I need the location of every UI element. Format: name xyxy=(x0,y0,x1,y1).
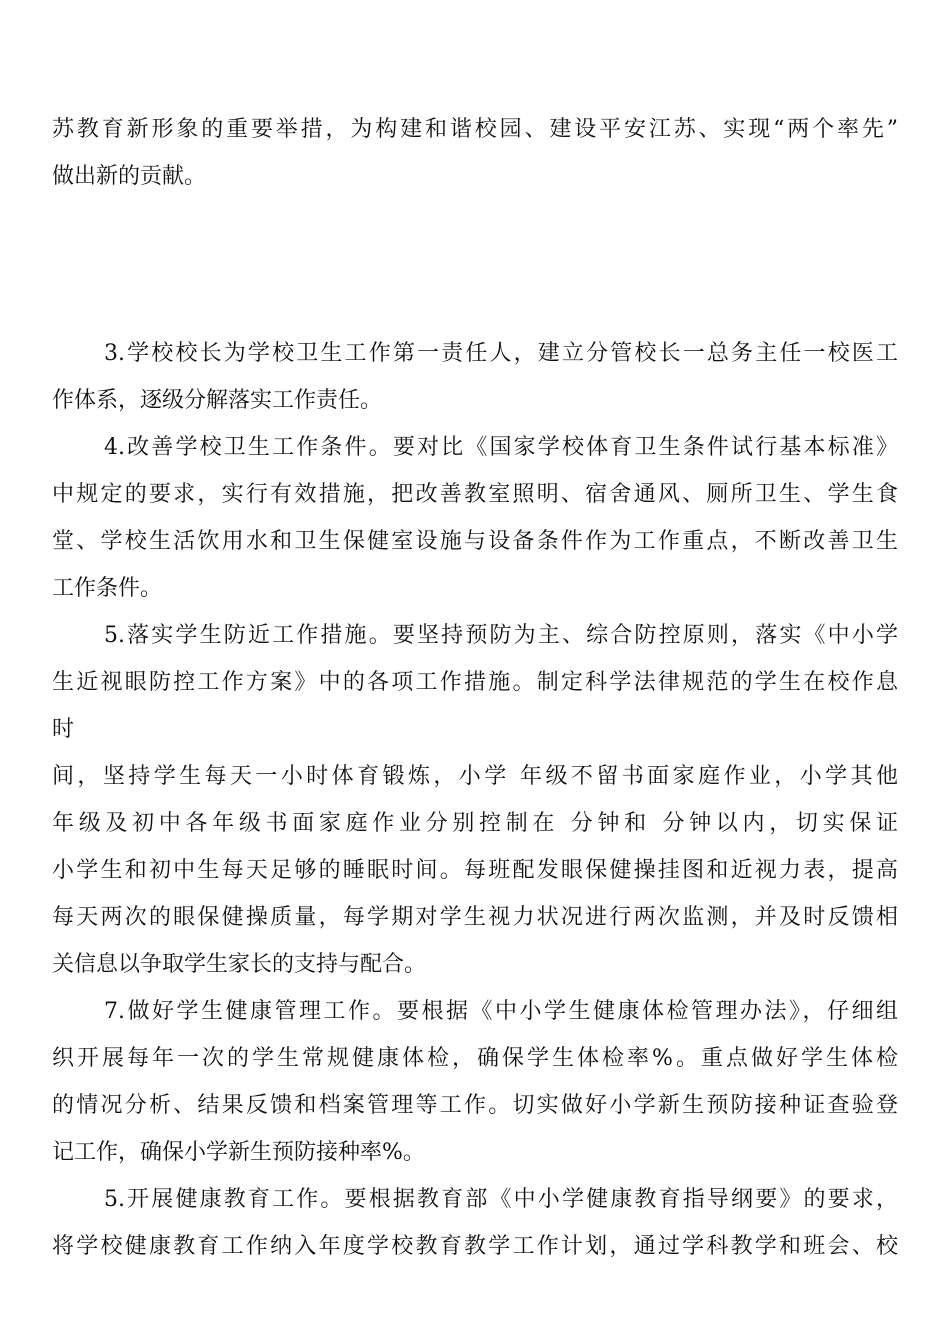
text-line: 时 xyxy=(52,717,75,742)
text-line: 间，坚持学生每天一小时体育锻炼，小学 年级不留书面家庭作业，小学其他 xyxy=(52,764,898,789)
paragraph-item-3 xyxy=(52,330,898,424)
text-line: 5.落实学生防近工作措施。要坚持预防为主、综合防控原则，落实《中小学 xyxy=(104,623,898,648)
text-line: 7.做好学生健康管理工作。要根据《中小学生健康体检管理办法》，仔细组 xyxy=(104,999,898,1024)
text-line: 将学校健康教育工作纳入年度学校教育教学工作计划，通过学科教学和班会、校 xyxy=(52,1234,898,1259)
text-line: 年级及初中各年级书面家庭作业分别控制在 分钟和 分钟以内，切实保证 xyxy=(52,811,898,836)
text-line: 堂、学校生活饮用水和卫生保健室设施与设备条件作为工作重点，不断改善卫生 xyxy=(52,529,898,554)
paragraph-item-5-myopia xyxy=(52,612,898,988)
text-line: 5.开展健康教育工作。要根据教育部《中小学健康教育指导纲要》的要求， xyxy=(104,1187,898,1212)
text-line: 3.学校校长为学校卫生工作第一责任人，建立分管校长一总务主任一校医工 xyxy=(104,341,898,366)
intro-paragraph xyxy=(52,106,898,200)
text-line: 4.改善学校卫生工作条件。要对比《国家学校体育卫生条件试行基本标准》 xyxy=(104,435,898,460)
text-line: 记工作，确保小学新生预防接种率%。 xyxy=(52,1140,425,1165)
text-line: 作体系，逐级分解落实工作责任。 xyxy=(52,388,383,413)
text-line: 生近视眼防控工作方案》中的各项工作措施。制定科学法律规范的学生在校作息 xyxy=(52,670,898,695)
text-line: 做出新的贡献。 xyxy=(52,164,207,189)
paragraph-item-7 xyxy=(52,988,898,1176)
text-line: 工作条件。 xyxy=(52,576,163,601)
text-line: 织开展每年一次的学生常规健康体检，确保学生体检率%。重点做好学生体检 xyxy=(52,1046,898,1071)
paragraph-item-4 xyxy=(52,424,898,612)
text-line: 关信息以争取学生家长的支持与配合。 xyxy=(52,952,427,977)
text-line: 的情况分析、结果反馈和档案管理等工作。切实做好小学新生预防接种证查验登 xyxy=(52,1093,898,1118)
paragraph-item-5-education xyxy=(52,1176,898,1270)
text-line: 小学生和初中生每天足够的睡眠时间。每班配发眼保健操挂图和近视力表，提高 xyxy=(52,858,898,883)
text-line: 每天两次的眼保健操质量，每学期对学生视力状况进行两次监测，并及时反馈相 xyxy=(52,905,898,930)
text-line: 中规定的要求，实行有效措施，把改善教室照明、宿舍通风、厕所卫生、学生食 xyxy=(52,482,898,507)
text-line: 苏教育新形象的重要举措，为构建和谐校园、建设平安江苏、实现“两个率先” xyxy=(52,117,898,142)
